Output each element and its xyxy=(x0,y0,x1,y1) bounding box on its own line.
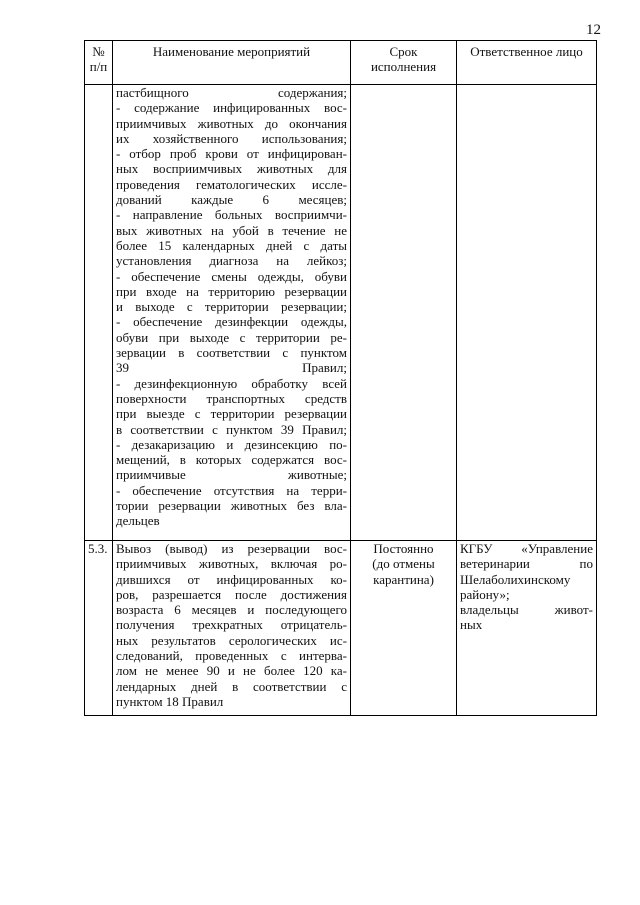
text-line: - обеспечение смены одежды, обуви xyxy=(116,268,347,284)
text-line: при входе на территорию резервации xyxy=(116,283,347,299)
text-line: их хозяйственного использования; xyxy=(116,130,347,146)
text-line: пунктом 18 Правил xyxy=(116,693,224,709)
text-line: 39 Правил; xyxy=(116,360,347,376)
text-line: карантина) xyxy=(373,571,434,587)
text-line: Шелаболихинскому xyxy=(460,571,571,587)
text-line: ветеринарии по xyxy=(460,556,593,572)
header-number: № п/п xyxy=(85,41,113,85)
text-line: дований каждые 6 месяцев; xyxy=(116,192,347,208)
text-line: возраста 6 месяцев и последующего xyxy=(116,602,347,618)
text-line: пастбищного содержания; xyxy=(116,85,347,100)
text-line: и выходе с территории резервации; xyxy=(116,299,347,315)
text-line: следований, проведенных с интерва- xyxy=(116,648,347,664)
text-line: поверхности транспортных средств xyxy=(116,390,347,406)
table-row xyxy=(85,541,597,716)
text-line: - содержание инфицированных вос- xyxy=(116,100,347,116)
row-responsible xyxy=(457,541,597,716)
row-term xyxy=(351,541,457,716)
measures-table xyxy=(84,40,597,716)
text-line: в соответствии с пунктом 39 Правил; xyxy=(116,421,347,437)
text-line: установления диагноза на лейкоз; xyxy=(116,253,347,269)
table-header-row xyxy=(85,41,597,85)
page-number: 12 xyxy=(586,22,601,38)
text-line: тории резервации животных без вла- xyxy=(116,498,347,514)
text-line: более 15 календарных дней с даты xyxy=(116,237,347,253)
text-line: ных результатов серологических ис- xyxy=(116,632,347,648)
row-measures-text xyxy=(113,85,351,541)
text-line: - обеспечение отсутствия на терри- xyxy=(116,482,347,498)
text-line: при выезде с территории резервации xyxy=(116,406,347,422)
text-line: КГБУ «Управление xyxy=(460,541,593,556)
text-line: обуви при выходе с территории ре- xyxy=(116,329,347,345)
text-line: приимчивых животных до окончания xyxy=(116,115,347,131)
text-line: владельцы живот- xyxy=(460,602,593,618)
row-responsible xyxy=(457,85,597,541)
text-line: - обеспечение дезинфекции одежды, xyxy=(116,314,347,330)
text-line: ров, разрешается после достижения xyxy=(116,586,347,602)
row-number: 5.3. xyxy=(85,541,113,716)
text-line: Вывоз (вывод) из резервации вос- xyxy=(116,541,347,556)
text-line: получения трехкратных отрицатель- xyxy=(116,617,347,633)
text-line: - дезакаризацию и дезинсекцию по- xyxy=(116,436,347,452)
text-line: зервации в соответствии с пунктом xyxy=(116,345,347,361)
text-line: (до отмены xyxy=(372,556,435,572)
header-term: Срок исполнения xyxy=(351,41,457,85)
table-row xyxy=(85,85,597,541)
row-measures-text xyxy=(113,541,351,716)
row-number xyxy=(85,85,113,541)
row-term xyxy=(351,85,457,541)
text-line: вых животных на убой в течение не xyxy=(116,222,347,238)
text-line: дельцев xyxy=(116,513,160,529)
text-line: Постоянно xyxy=(373,541,434,556)
header-measures: Наименование мероприятий xyxy=(113,41,351,85)
text-line: ных восприимчивых животных для xyxy=(116,161,347,177)
text-line: лом не менее 90 и не более 120 ка- xyxy=(116,663,347,679)
text-line: - отбор проб крови от инфицирован- xyxy=(116,146,347,162)
text-line: мещений, в которых содержатся вос- xyxy=(116,452,347,468)
text-line: приимчивых животных, включая ро- xyxy=(116,556,347,572)
text-line: ных xyxy=(460,617,483,633)
text-line: лендарных дней в соответствии с xyxy=(116,678,347,694)
text-line: району»; xyxy=(460,586,510,602)
text-line: - направление больных восприимчи- xyxy=(116,207,347,223)
text-line: дившихся от инфицированных ко- xyxy=(116,571,347,587)
text-line: проведения гематологических иссле- xyxy=(116,176,347,192)
text-line: приимчивые животные; xyxy=(116,467,347,483)
header-responsible: Ответственное лицо xyxy=(457,41,597,85)
text-line: - дезинфекционную обработку всей xyxy=(116,375,347,391)
